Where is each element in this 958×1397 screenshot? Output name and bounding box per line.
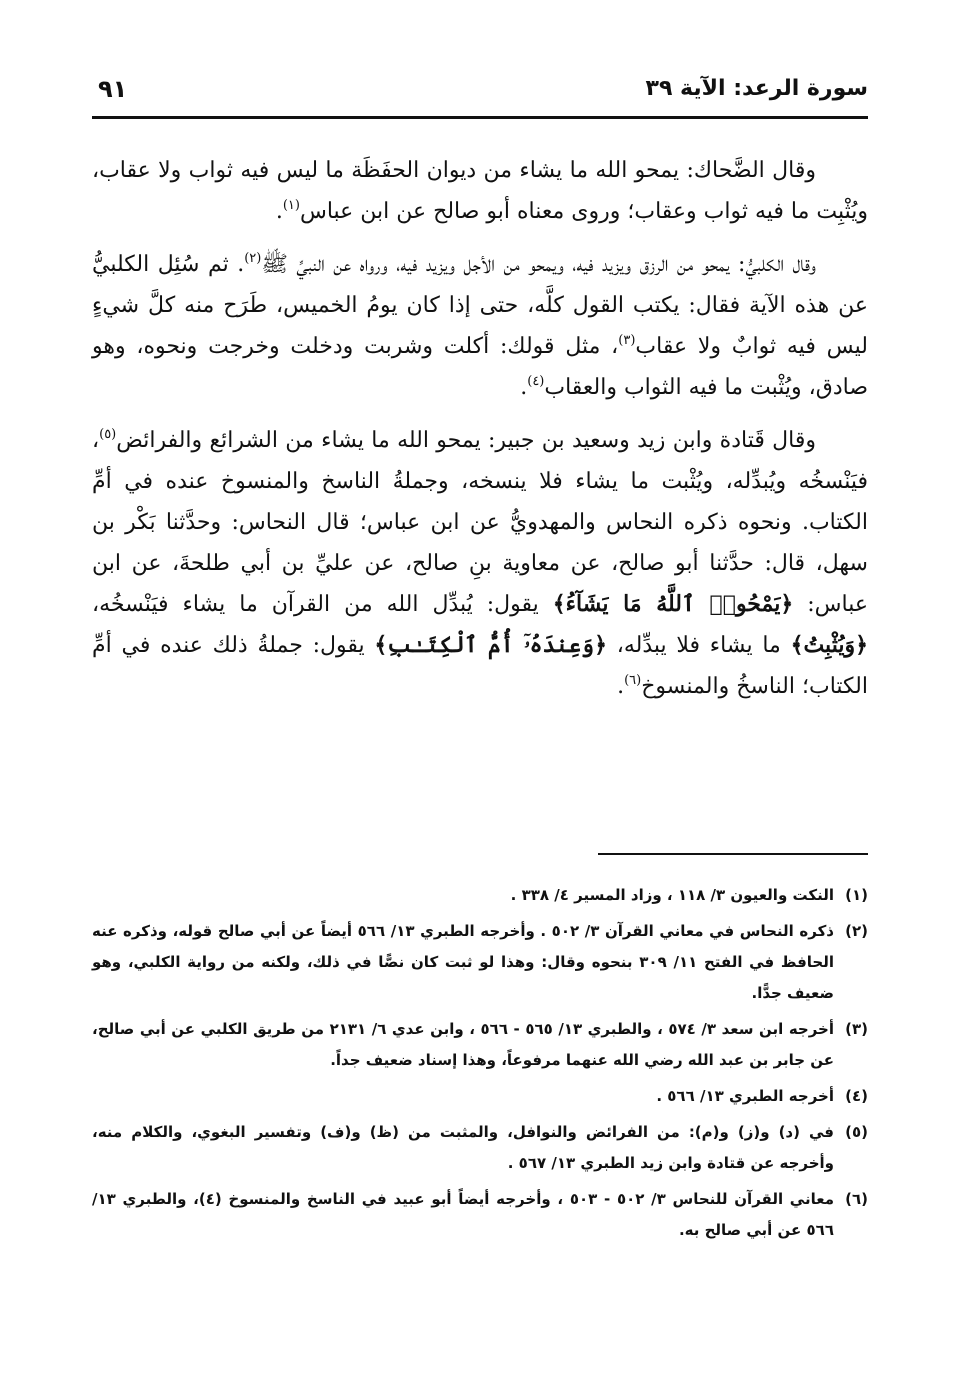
footnotes <box>92 880 868 1251</box>
footnote-number: (٣) <box>845 1020 868 1038</box>
footnote-item <box>92 1184 868 1246</box>
quran-quote: ﴿يَمْحُوا۟ ٱللَّهُ مَا يَشَآءُ﴾ <box>552 591 794 617</box>
text-run: . ثم سُئِل الكلبيُّ عن هذه الآية فقال: يكتب القول كلَّه، حتى إذا كان يومُ الخميس، طَرَح منه كلَّ شيءٍ ليس فيه ثوابٌ ولا عقاب <box>92 252 868 359</box>
footnote-item <box>92 1014 868 1076</box>
footnote-text: معاني القرآن للنحاس ٣/ ٥٠٢ - ٥٠٣ ، وأخرجه أيضاً أبو عبيد في الناسخ والمنسوخ (٤)، والطبري ١٣/ ٥٦٦ عن أبي صالح به. <box>92 1190 835 1239</box>
footnote-number: (٦) <box>845 1190 868 1208</box>
text-run: . <box>617 674 625 699</box>
page-number: ٩١ <box>98 75 128 103</box>
text-run: يقول: يُبدِّل الله من القرآن ما يشاء فيَنْسخُه، <box>92 592 539 617</box>
header-surah-title: سورة الرعد: الآية ٣٩ <box>645 76 868 101</box>
footnote-item <box>92 1117 868 1179</box>
text-run: ، فيَنْسخُه ويُبدِّله، ويُثْبت ما يشاء فلا ينسخه، وجملةُ الناسخ والمنسوخ عنده في أمِّ الكتاب. ونحوه ذكره النحاس والمهدويُّ عن ابن عباس؛ قال النحاس: وحدَّثنا بَكْر بن سهل، قال: حدَّثنا أبو صالح، عن معاوية بنِ صالح، عن عليِّ بن أبي طلحةَ، عن ابن عباس: <box>92 428 868 617</box>
text-run: ما يشاء فلا يبدِّله، <box>616 633 781 658</box>
running-header <box>92 74 868 114</box>
text-run: يقول: جملةُ ذلك عنده في أمِّ الكتاب؛ الناسخُ والمنسوخ <box>92 633 868 699</box>
footnote-number: (٥) <box>845 1123 868 1141</box>
text-run: وقال الكلبيُّ: يمحو من الرزق ويزيد فيه، ويمحو من الأجل ويزيد فيه، ورواه عن النبيِّ ﷺ <box>261 252 816 277</box>
footnote-item <box>92 880 868 911</box>
footnote-ref: (١) <box>282 198 300 213</box>
text-run: ، مثل قولك: أكلت وشربت ودخلت وخرجت ونحوه، وهو صادق، ويُثْبت ما فيه الثواب والعقاب <box>92 334 868 400</box>
main-text <box>92 150 868 707</box>
footnote-text: أخرجه ابن سعد ٣/ ٥٧٤ ، والطبري ١٣/ ٥٦٥ - ٥٦٦ ، وابن عدي ٦/ ٢١٣١ من طريق الكلبي عن أبي صالح، عن جابر بن عبد الله رضي الله عنهما مرفوعاً، وهذا إسناد ضعيف جداً. <box>92 1020 835 1069</box>
footnote-ref: (٣) <box>618 333 636 348</box>
footnote-text: في (د) و(ز) و(م): من الفرائض والنوافل، والمثبت من (ظ) و(ف) وتفسير البغوي، والكلام منه، وأخرجه عن قتادة وابن زيد الطبري ١٣/ ٥٦٧ . <box>92 1123 834 1172</box>
footnote-text: أخرجه الطبري ١٣/ ٥٦٦ . <box>656 1087 834 1105</box>
footnote-ref: (٦) <box>624 673 642 688</box>
footnote-ref: (٥) <box>99 427 117 442</box>
footnote-item <box>92 1081 868 1112</box>
footnote-text: ذكره النحاس في معاني القرآن ٣/ ٥٠٢ . وأخرجه الطبري ١٣/ ٥٦٦ أيضاً عن أبي صالح قوله، وذكره عنه الحافظ في الفتح ١١/ ٣٠٩ بنحوه وقال: وهذا لو ثبت كان نصًّا في ذلك، ولكنه من رواية الكلبي، وهو ضعيف جدًّا. <box>92 922 835 1002</box>
header-rule <box>92 116 868 119</box>
paragraph-qatada <box>92 420 868 707</box>
footnote-text: النكت والعيون ٣/ ١١٨ ، وزاد المسير ٤/ ٣٣٨ . <box>510 886 834 904</box>
quran-quote: ﴿وَيُثْبِتُ﴾ <box>790 632 868 658</box>
footnote-ref: (٤) <box>527 374 545 389</box>
quran-quote: ﴿وَعِندَهُۥٓ أُمُّ ٱلْكِتَـٰبِ﴾ <box>374 632 607 658</box>
footnote-number: (١) <box>845 886 868 904</box>
footnote-ref: (٢) <box>244 251 262 266</box>
text-run: وقال الضَّحاك: يمحو الله ما يشاء من ديوان الحفَظَة ما ليس فيه ثواب ولا عقاب، ويُثْبِت ما فيه ثواب وعقاب؛ وروى معناه أبو صالح عن ابن عباس <box>92 158 868 224</box>
text-run: وقال قَتادة وابن زيد وسعيد بن جبير: يمحو الله ما يشاء من الشرائع والفرائض <box>116 428 816 453</box>
footnote-separator <box>598 853 868 855</box>
footnote-number: (٢) <box>845 922 868 940</box>
text-run: . <box>275 199 283 224</box>
footnote-number: (٤) <box>845 1087 868 1105</box>
text-run: . <box>520 375 528 400</box>
paragraph-kalbi <box>92 244 868 408</box>
footnote-item <box>92 916 868 1009</box>
paragraph-dahhak <box>92 150 868 232</box>
